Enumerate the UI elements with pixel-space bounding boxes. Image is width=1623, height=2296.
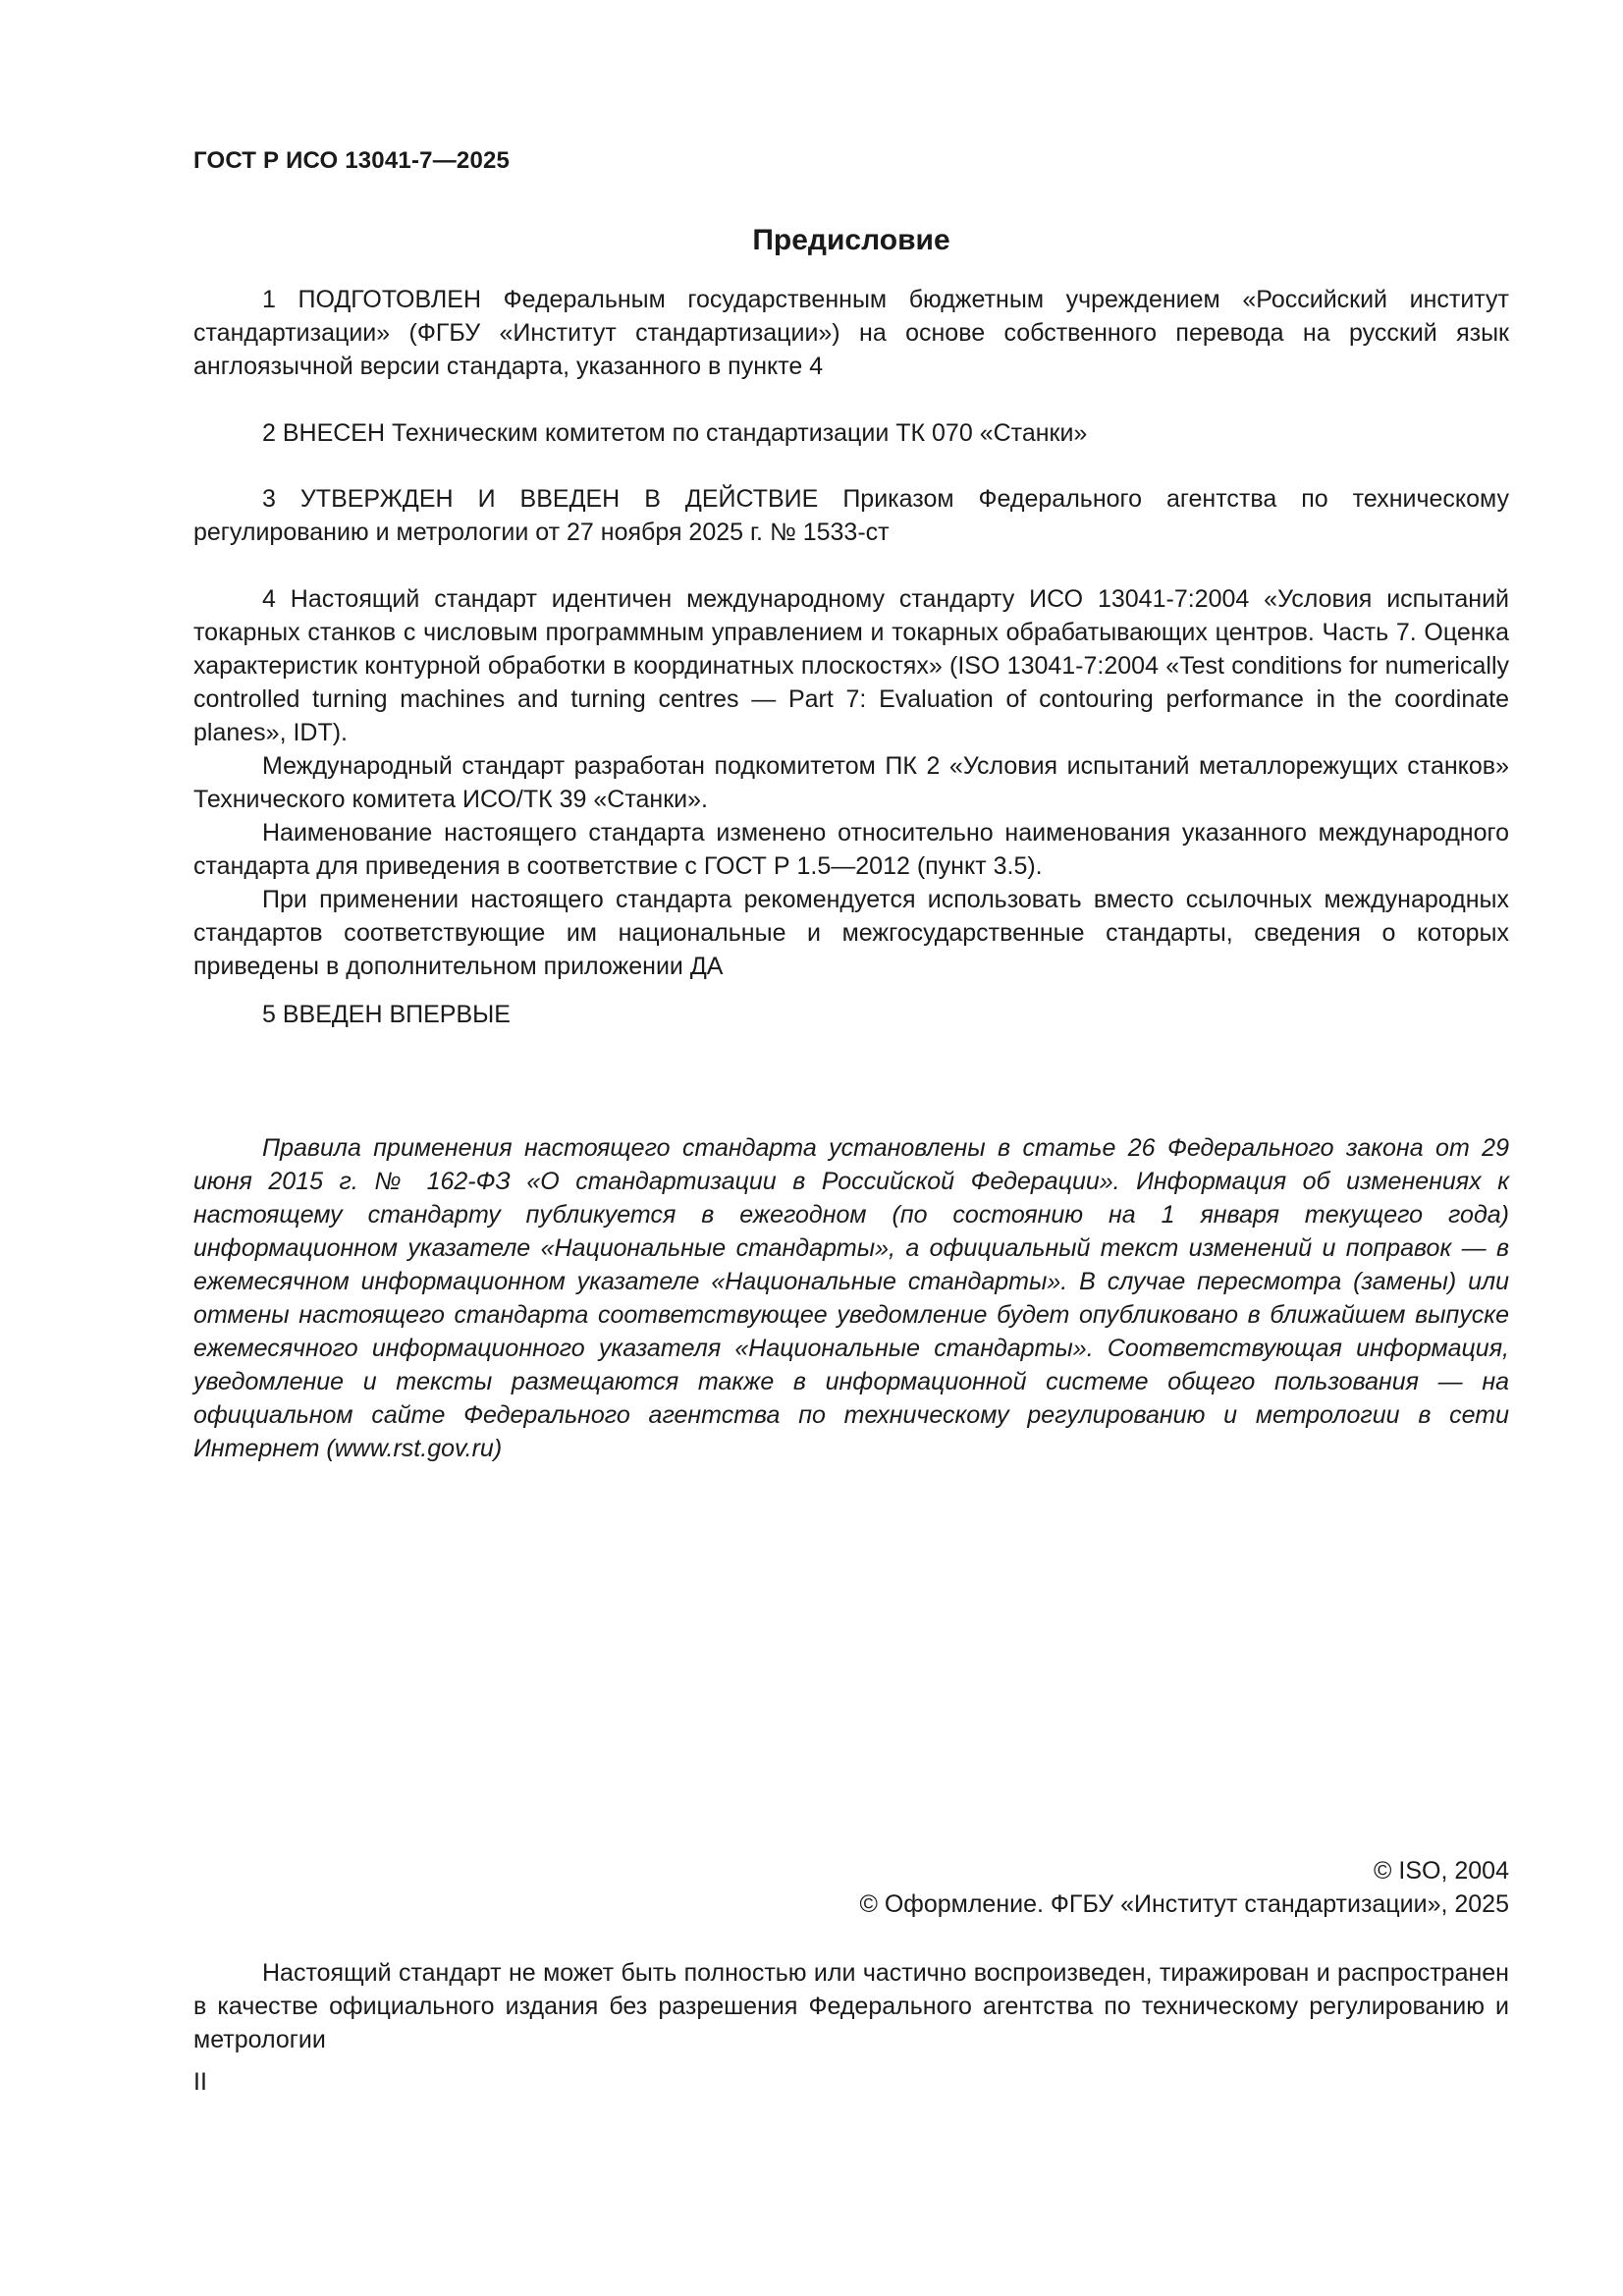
- preface-item-4-paragraph-2: Международный стандарт разработан подкомитетом ПК 2 «Условия испытаний металлорежущих станков» Технического комитета ИСО/ТК 39 «Станки».: [193, 752, 1509, 813]
- preface-item-4-paragraph-3: Наименование настоящего стандарта изменено относительно наименования указанного международного стандарта для приведения в соответствие с ГОСТ Р 1.5—2012 (пункт 3.5).: [193, 819, 1509, 880]
- preface-item-5-text: 5 ВВЕДЕН ВПЕРВЫЕ: [262, 1001, 511, 1028]
- copyright-iso: © ISO, 2004: [1374, 1857, 1509, 1885]
- reproduction-notice-text: Настоящий стандарт не может быть полностью или частично воспроизведен, тиражирован и распространен в качестве официального издания без разрешения Федерального агентства по техническому регулированию и метрологии: [193, 1959, 1509, 2053]
- preface-item-4-paragraph-4: При применении настоящего стандарта рекомендуется использовать вместо ссылочных международных стандартов соответствующие им национальные и межгосударственные стандарты, сведения о которых приведены в дополнительном приложении ДА: [193, 886, 1509, 980]
- application-rules-notice: [193, 1131, 1509, 1465]
- preface-heading: Предисловие: [752, 224, 950, 256]
- preface-item-2: [193, 416, 1509, 450]
- preface-item-3: [193, 482, 1509, 549]
- preface-item-1: [193, 283, 1509, 383]
- copyright-design: © Оформление. ФГБУ «Институт стандартизации», 2025: [859, 1890, 1509, 1918]
- preface-item-5: [193, 998, 1509, 1031]
- application-rules-notice-text: Правила применения настоящего стандарта установлены в статье 26 Федерального закона от 29 июня 2015 г. № 162-ФЗ «О стандартизации в Российской Федерации». Информация об изменениях к настоящему стандарту публикуется в ежегодном (по состоянию на 1 января текущего года) информационном указателе «Национальные стандарты», а официальный текст изменений и поправок — в ежемесячном информационном указателе «Национальные стандарты». В случае пересмотра (замены) или отмены настоящего стандарта соответствующее уведомление будет опубликовано в ближайшем выпуске ежемесячного информационного указателя «Национальные стандарты». Соответствующая информация, уведомление и тексты размещаются также в информационной системе общего пользования — на официальном сайте Федерального агентства по техническому регулированию и метрологии в сети Интернет (www.rst.gov.ru): [193, 1134, 1509, 1462]
- preface-item-2-text: 2 ВНЕСЕН Техническим комитетом по стандартизации ТК 070 «Станки»: [262, 419, 1088, 447]
- preface-item-1-text: 1 ПОДГОТОВЛЕН Федеральным государственным бюджетным учреждением «Российский институт стандартизации» (ФГБУ «Институт стандартизации») на основе собственного перевода на русский язык англоязычной версии стандарта, указанного в пункте 4: [193, 286, 1509, 380]
- document-code: ГОСТ Р ИСО 13041-7—2025: [193, 147, 511, 174]
- preface-item-4: [193, 582, 1509, 983]
- reproduction-notice: [193, 1956, 1509, 2056]
- copyright-block: [859, 1854, 1509, 1921]
- preface-item-3-text: 3 УТВЕРЖДЕН И ВВЕДЕН В ДЕЙСТВИЕ Приказом Федерального агентства по техническому регулированию и метрологии от 27 ноября 2025 г. № 1533-ст: [193, 485, 1509, 546]
- preface-item-4-paragraph-1: 4 Настоящий стандарт идентичен международному стандарту ИСО 13041-7:2004 «Условия испытаний токарных станков с числовым программным управлением и токарных обрабатывающих центров. Часть 7. Оценка характеристик контурной обработки в координатных плоскостях» (ISO 13041-7:2004 «Test conditions for numerically controlled turning machines and turning centres — Part 7: Evaluation of contouring performance in the coordinate planes», IDT).: [193, 585, 1509, 746]
- page-number: II: [193, 2068, 207, 2096]
